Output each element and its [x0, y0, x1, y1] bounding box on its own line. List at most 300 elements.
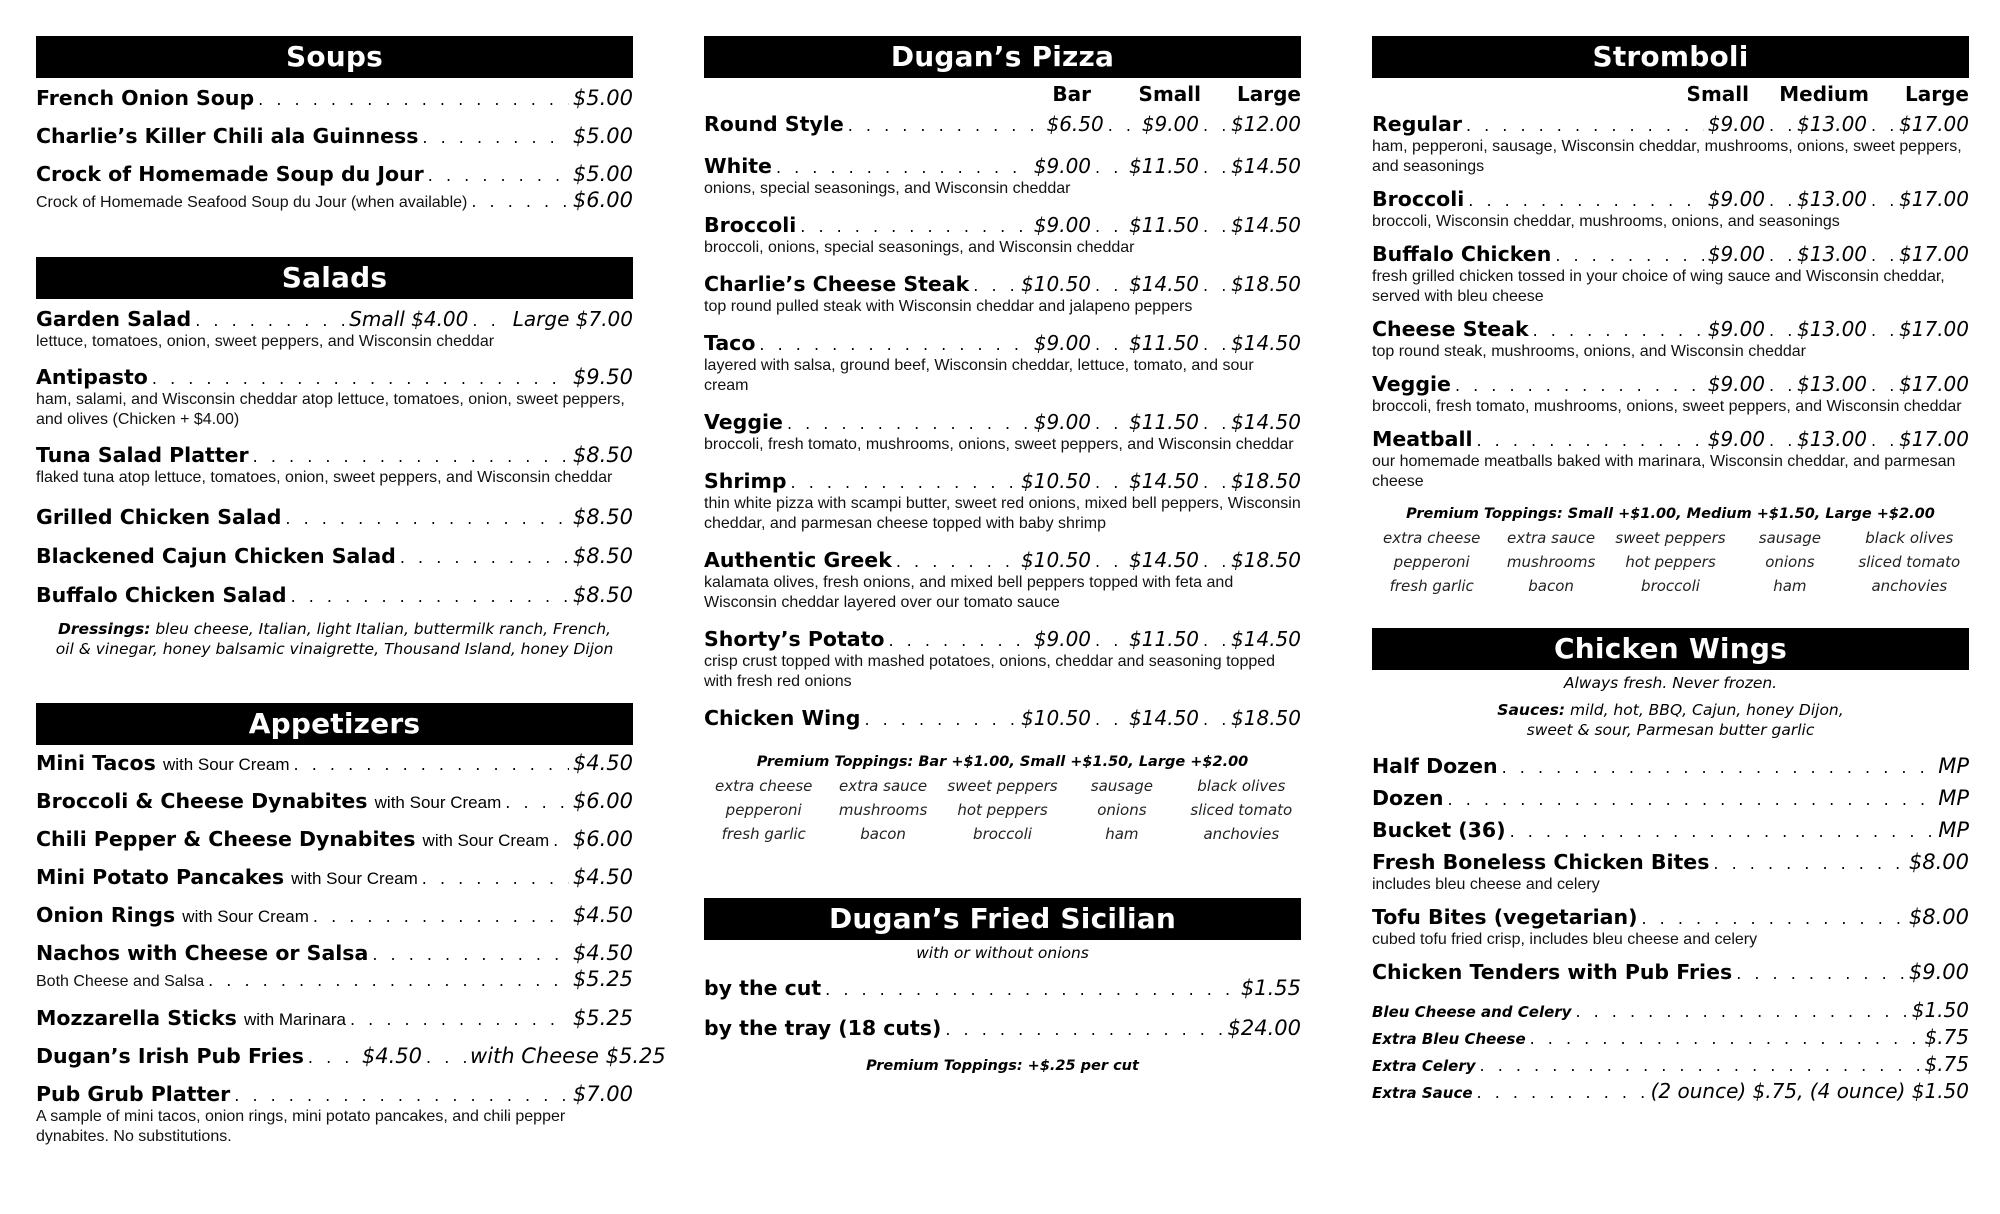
- menu-item: [36, 583, 633, 607]
- price-bar: $9.00: [1033, 331, 1092, 355]
- price-medium: $13.00: [1797, 112, 1868, 136]
- item-name: Charlie’s Cheese Steak: [704, 272, 970, 296]
- item-description: top round pulled steak with Wisconsin cheddar and jalapeno peppers: [704, 298, 1193, 315]
- item-description: top round steak, mushrooms, onions, and Wisconsin cheddar: [1372, 343, 1807, 360]
- dressings-line2: oil & vinegar, honey balsamic vinaigrette, Thousand Island, honey Dijon: [55, 640, 614, 658]
- item-name: Mini Potato Pancakes: [36, 865, 285, 889]
- menu-item: [36, 505, 633, 529]
- item-price: $4.50: [572, 751, 633, 775]
- item-description: broccoli, onions, special seasonings, and Wisconsin cheddar: [704, 239, 1135, 256]
- topping-item: sweet peppers: [947, 777, 1058, 795]
- item-price: MP: [1938, 786, 1969, 810]
- price-small: $11.50: [1129, 331, 1200, 355]
- price-large: $17.00: [1899, 372, 1969, 396]
- item-name: Crock of Homemade Seafood Soup du Jour (when available): [36, 194, 468, 211]
- menu-item-row: [704, 410, 1301, 434]
- topping-item: extra cheese: [1383, 529, 1481, 547]
- menu-item-row: [704, 112, 1301, 136]
- menu-item: [704, 272, 1301, 317]
- topping-item: anchovies: [1203, 825, 1280, 843]
- menu-item: [1372, 850, 1969, 895]
- item-name: Onion Rings: [36, 903, 176, 927]
- topping-item: sliced tomato: [1190, 801, 1293, 819]
- menu-item: [704, 976, 1301, 1000]
- price-small: $11.50: [1129, 627, 1200, 651]
- item-name: Meatball: [1372, 427, 1473, 451]
- topping-item: fresh garlic: [1389, 577, 1474, 595]
- sauces-line1: mild, hot, BBQ, Cajun, honey Dijon,: [1570, 701, 1844, 719]
- price-small: $14.50: [1129, 548, 1200, 572]
- item-price: $8.00: [1908, 905, 1969, 929]
- price-large: Large $7.00: [512, 307, 633, 331]
- price-small: $11.50: [1129, 213, 1200, 237]
- topping-item: broccoli: [973, 825, 1032, 843]
- stromboli-size-header: [1372, 82, 1969, 106]
- topping-item: broccoli: [1641, 577, 1700, 595]
- item-name: Cheese Steak: [1372, 317, 1529, 341]
- item-description: thin white pizza with scampi butter, sweet red onions, mixed bell peppers, Wisconsin cheddar, and parmesan cheese topped with baby shrimp: [704, 495, 1301, 532]
- sicilian-section: [704, 898, 1301, 1074]
- menu-item: [704, 469, 1301, 534]
- item-name: Broccoli: [704, 213, 797, 237]
- item-extra: with Sour Cream: [162, 755, 290, 774]
- item-price: $5.00: [572, 86, 633, 110]
- menu-item-row: [704, 272, 1301, 296]
- item-name: Pub Grub Platter: [36, 1082, 231, 1106]
- menu-item: [704, 548, 1301, 613]
- item-description: includes bleu cheese and celery: [1372, 876, 1600, 893]
- item-price: $5.00: [572, 162, 633, 186]
- wings-list: [1372, 754, 1969, 984]
- item-name: Mozzarella Sticks: [36, 1006, 237, 1030]
- topping-item: bacon: [860, 825, 906, 843]
- pizza-toppings: [704, 774, 1301, 846]
- pizza-premium-note: Premium Toppings: Bar +$1.00, Small +$1.50, Large +$2.00: [756, 754, 1249, 770]
- price-large: $14.50: [1231, 154, 1301, 178]
- topping-item: extra cheese: [715, 777, 813, 795]
- item-price: $.75: [1924, 1025, 1969, 1049]
- item-name: Fresh Boneless Chicken Bites: [1372, 850, 1710, 874]
- price-large: $14.50: [1231, 331, 1301, 355]
- item-name: Shrimp: [704, 469, 787, 493]
- price-large: $18.50: [1231, 272, 1301, 296]
- item-extra: with Sour Cream: [374, 793, 502, 812]
- item-price: $8.50: [572, 443, 633, 467]
- item-name: by the tray (18 cuts): [704, 1016, 942, 1040]
- topping-item: mushrooms: [838, 801, 928, 819]
- topping-item: extra sauce: [1507, 529, 1596, 547]
- item-name: Regular: [1372, 112, 1462, 136]
- item-description: ham, pepperoni, sausage, Wisconsin cheddar, mushrooms, onions, sweet peppers, and seasonings: [1372, 138, 1962, 175]
- menu-item: [704, 627, 1301, 692]
- menu-item: [36, 789, 633, 813]
- topping-item: ham: [1773, 577, 1807, 595]
- item-description: flaked tuna atop lettuce, tomatoes, onion, sweet peppers, and Wisconsin cheddar: [36, 469, 613, 486]
- item-price: $8.50: [572, 544, 633, 568]
- menu-item: [36, 967, 633, 992]
- item-description: lettuce, tomatoes, onion, sweet peppers, and Wisconsin cheddar: [36, 333, 495, 350]
- item-name: Blackened Cajun Chicken Salad: [36, 544, 396, 568]
- item-name: Broccoli & Cheese Dynabites: [36, 789, 368, 813]
- topping-item: hot peppers: [957, 801, 1048, 819]
- item-price: $5.25: [572, 967, 633, 991]
- topping-item: onions: [1765, 553, 1815, 571]
- menu-item: [1372, 112, 1969, 177]
- menu-item: [1372, 187, 1969, 232]
- price-large: $18.50: [1231, 706, 1301, 730]
- extra-item: [1372, 1052, 1969, 1076]
- menu-item: [36, 365, 633, 430]
- soups-section: [36, 36, 633, 213]
- pizza-size-header: [704, 82, 1301, 106]
- pizza-section: [704, 36, 1301, 846]
- price-bar: $10.50: [1021, 548, 1092, 572]
- menu-item: [36, 1044, 666, 1068]
- topping-item: black olives: [1865, 529, 1954, 547]
- menu-item: [36, 1082, 633, 1147]
- soups-header: Soups: [36, 36, 633, 78]
- topping-item: bacon: [1528, 577, 1574, 595]
- price-small: $14.50: [1129, 706, 1200, 730]
- price-small: Small $4.00: [349, 307, 469, 331]
- item-price: $6.00: [572, 827, 633, 851]
- menu-item: [704, 154, 1301, 199]
- item-price: MP: [1938, 754, 1969, 778]
- item-name: Broccoli: [1372, 187, 1465, 211]
- extra-item: [1372, 998, 1969, 1022]
- item-price: $6.00: [572, 789, 633, 813]
- item-price: $6.00: [572, 188, 633, 212]
- price-small: $14.50: [1129, 272, 1200, 296]
- salads-section: [36, 257, 633, 659]
- price-large: $18.50: [1231, 548, 1301, 572]
- item-name: Mini Tacos: [36, 751, 156, 775]
- menu-item-row: [1372, 754, 1969, 778]
- sauces-line2: sweet & sour, Parmesan butter garlic: [1526, 721, 1815, 739]
- sauces-label: Sauces:: [1497, 701, 1566, 719]
- menu-item-row: [704, 548, 1301, 572]
- item-price: (2 ounce) $.75, (4 ounce) $1.50: [1650, 1079, 1969, 1103]
- sicilian-subtitle: with or without onions: [916, 944, 1089, 962]
- menu-item-row: [704, 706, 1301, 730]
- item-name: Charlie’s Killer Chili ala Guinness: [36, 124, 419, 148]
- menu-item: [36, 307, 633, 352]
- menu-item: [1372, 960, 1969, 984]
- size-large: Large: [1905, 82, 1969, 106]
- item-name: Grilled Chicken Salad: [36, 505, 282, 529]
- item-extra: with Sour Cream: [182, 907, 309, 926]
- item-name: Chili Pepper & Cheese Dynabites: [36, 827, 416, 851]
- item-name: Shorty’s Potato: [704, 627, 885, 651]
- price-bar: $9.00: [1033, 627, 1092, 651]
- menu-item-row: [1372, 187, 1969, 211]
- wings-extras: [1372, 998, 1969, 1103]
- column-middle: [704, 36, 1301, 1078]
- item-description: broccoli, fresh tomato, mushrooms, onions, sweet peppers, and Wisconsin cheddar: [1372, 398, 1962, 415]
- item-name: Nachos with Cheese or Salsa: [36, 941, 369, 965]
- menu-item: [1372, 317, 1969, 362]
- item-name: Tuna Salad Platter: [36, 443, 249, 467]
- item-description: broccoli, fresh tomato, mushrooms, onions, sweet peppers, and Wisconsin cheddar: [704, 436, 1294, 453]
- price-bar: $10.50: [1021, 272, 1092, 296]
- menu-item: [1372, 754, 1969, 778]
- menu-item: [1372, 818, 1969, 842]
- item-name: Veggie: [1372, 372, 1451, 396]
- topping-item: ham: [1105, 825, 1139, 843]
- price-large: $14.50: [1231, 627, 1301, 651]
- topping-item: extra sauce: [839, 777, 928, 795]
- item-name: Dugan’s Irish Pub Fries: [36, 1044, 304, 1068]
- price-small: $11.50: [1129, 410, 1200, 434]
- menu-item: [704, 410, 1301, 455]
- item-name: Buffalo Chicken Salad: [36, 583, 287, 607]
- price-bar: $9.00: [1033, 410, 1092, 434]
- price-bar: $9.00: [1033, 213, 1092, 237]
- item-name: Buffalo Chicken: [1372, 242, 1552, 266]
- item-description: onions, special seasonings, and Wisconsin cheddar: [704, 180, 1071, 197]
- item-name: by the cut: [704, 976, 822, 1000]
- item-price: $.75: [1924, 1052, 1969, 1076]
- menu-item: [1372, 905, 1969, 950]
- item-name: Antipasto: [36, 365, 148, 389]
- item-name: Extra Bleu Cheese: [1372, 1030, 1526, 1048]
- item-name: Authentic Greek: [704, 548, 892, 572]
- topping-item: mushrooms: [1506, 553, 1596, 571]
- menu-item: [36, 1006, 633, 1030]
- price-bar: $6.50: [1046, 112, 1104, 136]
- item-name: Extra Celery: [1372, 1057, 1476, 1075]
- dressings-note: [36, 619, 633, 659]
- item-price: $24.00: [1227, 1016, 1301, 1040]
- menu-item-row: [704, 627, 1301, 651]
- menu-item-row: [1372, 242, 1969, 266]
- menu-item: [36, 162, 633, 186]
- topping-item: anchovies: [1871, 577, 1948, 595]
- item-price: $9.00: [1908, 960, 1969, 984]
- menu-item: [36, 544, 633, 568]
- size-small: Small: [1138, 82, 1201, 106]
- item-description: A sample of mini tacos, onion rings, mini potato pancakes, and chili pepper dynabites. No substitutions.: [36, 1108, 566, 1145]
- menu-item-row: [704, 331, 1301, 355]
- price-small: $9.00: [1141, 112, 1200, 136]
- topping-item: hot peppers: [1625, 553, 1716, 571]
- appetizers-section: [36, 703, 666, 1147]
- item-description: cubed tofu fried crisp, includes bleu cheese and celery: [1372, 931, 1758, 948]
- item-description: our homemade meatballs baked with marinara, Wisconsin cheddar, and parmesan cheese: [1372, 453, 1956, 490]
- dressings-label: Dressings:: [58, 620, 151, 638]
- appetizers-header: Appetizers: [36, 703, 633, 745]
- salads-header: Salads: [36, 257, 633, 299]
- price-medium: $13.00: [1797, 427, 1868, 451]
- menu-item-row: [704, 469, 1301, 493]
- size-bar: Bar: [1052, 82, 1091, 106]
- price-small: $11.50: [1129, 154, 1200, 178]
- wings-tagline: Always fresh. Never frozen.: [1563, 674, 1778, 692]
- price-large: $17.00: [1899, 187, 1969, 211]
- price-small: $9.00: [1707, 317, 1766, 341]
- item-price-cheese: with Cheese $5.25: [470, 1044, 666, 1068]
- price-medium: $13.00: [1797, 242, 1868, 266]
- item-description: crisp crust topped with mashed potatoes, onions, cheddar and seasoning topped with fresh red onions: [704, 653, 1276, 690]
- item-description: layered with salsa, ground beef, Wisconsin cheddar, lettuce, tomato, and sour cream: [704, 357, 1254, 394]
- price-large: $18.50: [1231, 469, 1301, 493]
- stromboli-header: Stromboli: [1372, 36, 1969, 78]
- pizza-list: [704, 112, 1301, 730]
- item-name: Bleu Cheese and Celery: [1372, 1003, 1572, 1021]
- price-medium: $13.00: [1797, 187, 1868, 211]
- item-price: $4.50: [361, 1044, 423, 1068]
- item-name: French Onion Soup: [36, 86, 255, 110]
- size-small: Small: [1686, 82, 1749, 106]
- menu-item-row: [1372, 818, 1969, 842]
- price-large: $17.00: [1899, 427, 1969, 451]
- item-price: $9.50: [572, 365, 633, 389]
- menu-item: [36, 941, 633, 965]
- menu-item: [704, 706, 1301, 730]
- topping-item: onions: [1097, 801, 1147, 819]
- item-name: Half Dozen: [1372, 754, 1498, 778]
- item-description: broccoli, Wisconsin cheddar, mushrooms, onions, and seasonings: [1372, 213, 1840, 230]
- price-large: $14.50: [1231, 213, 1301, 237]
- menu-item-row: [1372, 850, 1969, 874]
- price-large: $17.00: [1899, 317, 1969, 341]
- item-price: $1.50: [1911, 998, 1969, 1022]
- item-extra: with Sour Cream: [422, 831, 550, 850]
- menu-item: [36, 188, 633, 213]
- item-name: Bucket (36): [1372, 818, 1506, 842]
- column-right: [1372, 36, 1969, 1106]
- item-price: $5.25: [572, 1006, 633, 1030]
- wings-section: [1372, 628, 1969, 1103]
- menu-item: [36, 86, 633, 110]
- menu-item-row: [704, 154, 1301, 178]
- item-name: Garden Salad: [36, 307, 192, 331]
- topping-item: sliced tomato: [1858, 553, 1961, 571]
- price-small: $9.00: [1707, 372, 1766, 396]
- menu-item: [704, 112, 1301, 136]
- price-small: $9.00: [1707, 187, 1766, 211]
- menu-item-row: [1372, 112, 1969, 136]
- stromboli-premium-note: Premium Toppings: Small +$1.00, Medium +$1.50, Large +$2.00: [1406, 506, 1935, 522]
- price-bar: $9.00: [1033, 154, 1092, 178]
- menu-item-row: [1372, 427, 1969, 451]
- price-medium: $13.00: [1797, 317, 1868, 341]
- item-name: Round Style: [704, 112, 844, 136]
- topping-item: sweet peppers: [1615, 529, 1726, 547]
- item-price: $4.50: [572, 903, 633, 927]
- topping-item: black olives: [1197, 777, 1286, 795]
- size-large: Large: [1237, 82, 1301, 106]
- item-price: MP: [1938, 818, 1969, 842]
- pizza-header: Dugan’s Pizza: [704, 36, 1301, 78]
- size-medium: Medium: [1779, 82, 1869, 106]
- price-small: $14.50: [1129, 469, 1200, 493]
- item-price: $4.50: [572, 865, 633, 889]
- extra-item: [1372, 1025, 1969, 1049]
- menu-item: [36, 865, 633, 889]
- item-price: $8.00: [1908, 850, 1969, 874]
- menu-item: [1372, 372, 1969, 417]
- menu-item: [1372, 427, 1969, 492]
- topping-item: pepperoni: [725, 801, 802, 819]
- price-large: $17.00: [1899, 112, 1969, 136]
- menu-item-row: [704, 213, 1301, 237]
- sicilian-premium-note: Premium Toppings: +$.25 per cut: [866, 1058, 1139, 1074]
- item-name: Chicken Tenders with Pub Fries: [1372, 960, 1733, 984]
- item-description: ham, salami, and Wisconsin cheddar atop lettuce, tomatoes, onion, sweet peppers, and olives (Chicken + $4.00): [36, 391, 625, 428]
- price-small: $9.00: [1707, 242, 1766, 266]
- menu-item: [704, 331, 1301, 396]
- menu-item: [36, 124, 633, 148]
- sauces-note: [1372, 700, 1969, 740]
- stromboli-section: [1372, 36, 1969, 598]
- dressings-line1: bleu cheese, Italian, light Italian, buttermilk ranch, French,: [155, 620, 611, 638]
- topping-item: sausage: [1758, 529, 1822, 547]
- price-small: $9.00: [1707, 112, 1766, 136]
- item-name: Extra Sauce: [1372, 1084, 1473, 1102]
- item-description: kalamata olives, fresh onions, and mixed bell peppers topped with feta and Wisconsin cheddar layered over our tomato sauce: [704, 574, 1234, 611]
- menu-item: [1372, 242, 1969, 307]
- price-large: $17.00: [1899, 242, 1969, 266]
- topping-item: fresh garlic: [721, 825, 806, 843]
- menu-item-row: [1372, 786, 1969, 810]
- item-name: Taco: [704, 331, 756, 355]
- item-name: Tofu Bites (vegetarian): [1372, 905, 1638, 929]
- wings-header: Chicken Wings: [1372, 628, 1969, 670]
- price-bar: $10.50: [1021, 469, 1092, 493]
- topping-item: sausage: [1090, 777, 1154, 795]
- price-bar: $10.50: [1021, 706, 1092, 730]
- item-price: $1.55: [1240, 976, 1301, 1000]
- item-price: $8.50: [572, 505, 633, 529]
- menu-item-row: [1372, 317, 1969, 341]
- extra-item: [1372, 1079, 1969, 1103]
- menu-item: [704, 1016, 1301, 1040]
- item-name: White: [704, 154, 772, 178]
- price-large: $12.00: [1231, 112, 1301, 136]
- item-name: Veggie: [704, 410, 783, 434]
- stromboli-toppings: [1372, 526, 1969, 598]
- price-small: $9.00: [1707, 427, 1766, 451]
- column-left: [36, 36, 666, 1147]
- menu-item-row: [1372, 905, 1969, 929]
- menu-item: [36, 443, 633, 488]
- menu-item: [36, 903, 633, 927]
- menu-item-row: [1372, 960, 1969, 984]
- item-name: Crock of Homemade Soup du Jour: [36, 162, 424, 186]
- item-name: Chicken Wing: [704, 706, 861, 730]
- item-price: $8.50: [572, 583, 633, 607]
- item-extra: with Sour Cream: [291, 869, 418, 888]
- menu-item: [704, 213, 1301, 258]
- item-description: fresh grilled chicken tossed in your choice of wing sauce and Wisconsin cheddar, served with bleu cheese: [1372, 268, 1945, 305]
- menu-item: [36, 827, 633, 851]
- menu-item-row: [1372, 372, 1969, 396]
- price-large: $14.50: [1231, 410, 1301, 434]
- stromboli-list: [1372, 112, 1969, 492]
- topping-item: pepperoni: [1393, 553, 1470, 571]
- item-extra: with Marinara: [243, 1010, 346, 1029]
- item-name: Both Cheese and Salsa: [36, 973, 205, 990]
- sicilian-header: Dugan’s Fried Sicilian: [704, 898, 1301, 940]
- menu-item: [1372, 786, 1969, 810]
- item-name: Dozen: [1372, 786, 1444, 810]
- menu-item: [36, 751, 633, 775]
- price-medium: $13.00: [1797, 372, 1868, 396]
- item-price: $4.50: [572, 941, 633, 965]
- item-price: $5.00: [572, 124, 633, 148]
- item-price: $7.00: [572, 1082, 633, 1106]
